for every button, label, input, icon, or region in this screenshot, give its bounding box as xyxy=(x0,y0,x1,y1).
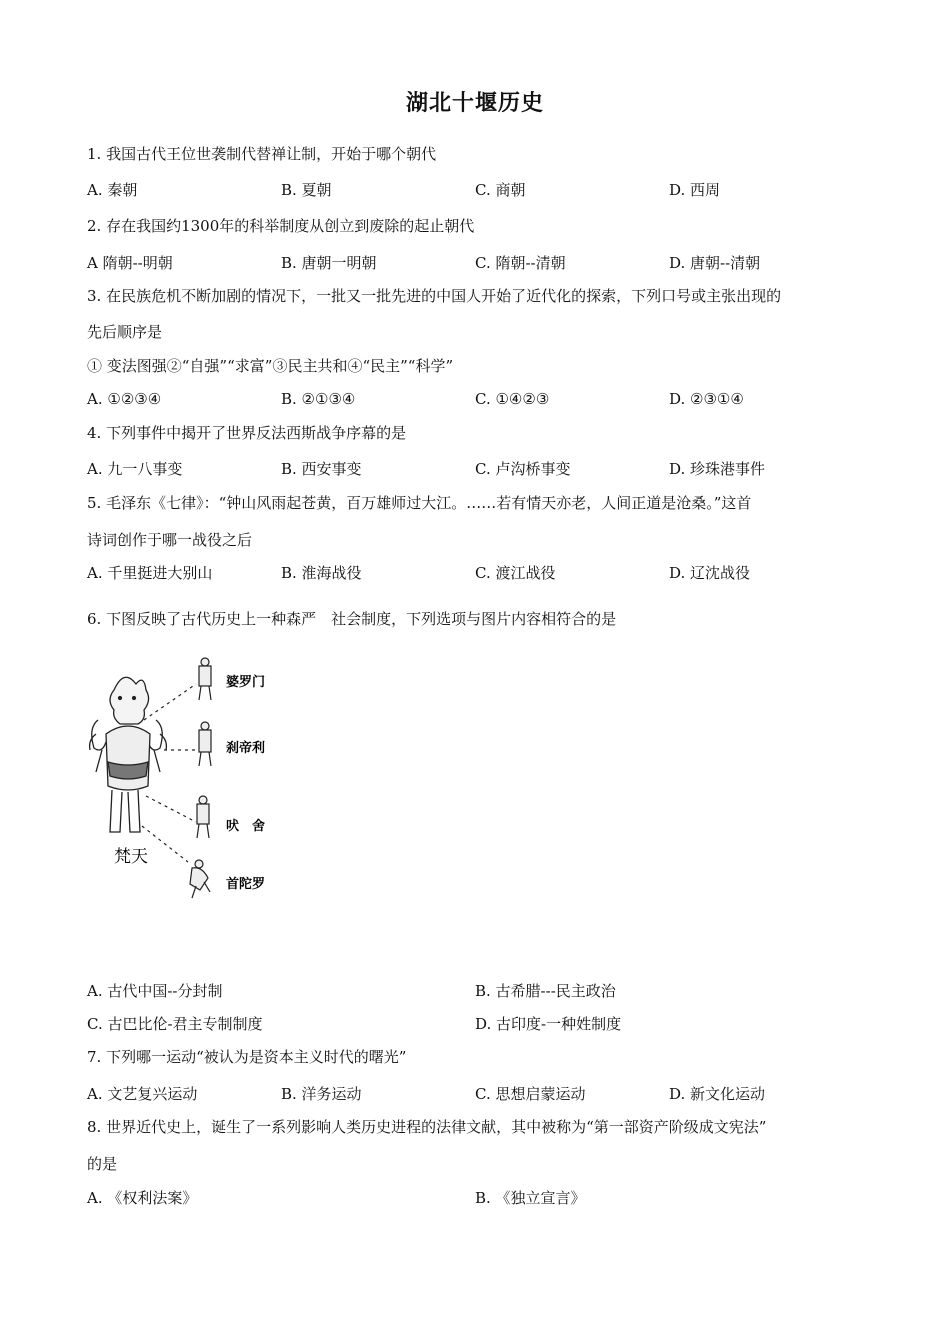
question-3-items: ① 变法图强②“自强”“求富”③民主共和④“民主”“科学” xyxy=(87,357,454,375)
q2-option-d[interactable]: D. 唐朝--清朝 xyxy=(669,254,761,272)
question-3-stem-line1: 3. 在民族危机不断加剧的情况下，一批又一批先进的中国人开始了近代化的探索，下列口号或主张出现的 xyxy=(87,287,782,305)
q5-option-a[interactable]: A. 千里挺进大别山 xyxy=(87,564,213,582)
q2-option-c[interactable]: C. 隋朝--清朝 xyxy=(475,254,566,272)
caste-illustration xyxy=(84,650,284,910)
q3-option-b[interactable]: B. ②①③④ xyxy=(281,390,356,408)
question-6-stem: 6. 下图反映了古代历史上一种森严 社会制度，下列选项与图片内容相符合的是 xyxy=(87,610,617,628)
q7-option-b[interactable]: B. 洋务运动 xyxy=(281,1085,362,1103)
q4-option-d[interactable]: D. 珍珠港事件 xyxy=(669,460,766,478)
q5-option-d[interactable]: D. 辽沈战役 xyxy=(669,564,751,582)
q4-option-b[interactable]: B. 西安事变 xyxy=(281,460,362,478)
q5-option-c[interactable]: C. 渡江战役 xyxy=(475,564,556,582)
question-5-stem-line1: 5. 毛泽东《七律》：“钟山风雨起苍黄，百万雄师过大江。……若有情天亦老，人间正道是沧桑。”这首 xyxy=(87,494,752,512)
q6-option-c[interactable]: C. 古巴比伦-君主专制制度 xyxy=(87,1015,263,1033)
q3-option-c[interactable]: C. ①④②③ xyxy=(475,390,550,408)
q6-option-a[interactable]: A. 古代中国--分封制 xyxy=(87,982,223,1000)
caste-label-vaishya: 吠 舍 xyxy=(226,819,266,834)
q1-option-b[interactable]: B. 夏朝 xyxy=(281,181,332,199)
q7-option-a[interactable]: A. 文艺复兴运动 xyxy=(87,1085,198,1103)
q8-option-b[interactable]: B. 《独立宣言》 xyxy=(475,1189,586,1207)
q2-option-b[interactable]: B. 唐朝一明朝 xyxy=(281,254,377,272)
question-3-stem-line2: 先后顺序是 xyxy=(87,323,163,341)
caste-label-kshatriya: 刹帝利 xyxy=(226,741,266,756)
q2-option-a[interactable]: A 隋朝--明朝 xyxy=(87,254,173,272)
q1-option-c[interactable]: C. 商朝 xyxy=(475,181,526,199)
q6-option-d[interactable]: D. 古印度-一种姓制度 xyxy=(475,1015,622,1033)
figure-caption-brahma: 梵天 xyxy=(114,847,148,867)
q4-option-c[interactable]: C. 卢沟桥事变 xyxy=(475,460,571,478)
question-1-stem: 1. 我国古代王位世袭制代替禅让制，开始于哪个朝代 xyxy=(87,145,437,163)
page-title: 湖北十堰历史 xyxy=(405,91,544,116)
q6-option-b[interactable]: B. 古希腊---民主政治 xyxy=(475,982,616,1000)
brahma-figure-icon xyxy=(90,677,167,832)
question-8-stem-line2: 的是 xyxy=(87,1155,118,1173)
q3-option-a[interactable]: A. ①②③④ xyxy=(87,390,162,408)
caste-label-brahmin: 婆罗门 xyxy=(226,675,266,690)
q4-option-a[interactable]: A. 九一八事变 xyxy=(87,460,183,478)
question-7-stem: 7. 下列哪一运动“被认为是资本主义时代的曙光” xyxy=(87,1048,407,1066)
caste-figures-icon xyxy=(190,658,211,898)
question-8-stem-line1: 8. 世界近代史上，诞生了一系列影响人类历史进程的法律文献，其中被称为“第一部资产阶级成文宪法” xyxy=(87,1118,767,1136)
q3-option-d[interactable]: D. ②③①④ xyxy=(669,390,744,408)
q8-option-a[interactable]: A. 《权利法案》 xyxy=(87,1189,198,1207)
caste-label-shudra: 首陀罗 xyxy=(226,877,266,892)
q1-option-a[interactable]: A. 秦朝 xyxy=(87,181,138,199)
q7-option-c[interactable]: C. 思想启蒙运动 xyxy=(475,1085,586,1103)
caste-system-figure xyxy=(84,650,284,910)
q5-option-b[interactable]: B. 淮海战役 xyxy=(281,564,362,582)
q7-option-d[interactable]: D. 新文化运动 xyxy=(669,1085,766,1103)
question-2-stem: 2. 存在我国约1300年的科举制度从创立到废除的起止朝代 xyxy=(87,217,475,235)
question-5-stem-line2: 诗词创作于哪一战役之后 xyxy=(87,531,253,549)
q1-option-d[interactable]: D. 西周 xyxy=(669,181,721,199)
question-4-stem: 4. 下列事件中揭开了世界反法西斯战争序幕的是 xyxy=(87,424,407,442)
